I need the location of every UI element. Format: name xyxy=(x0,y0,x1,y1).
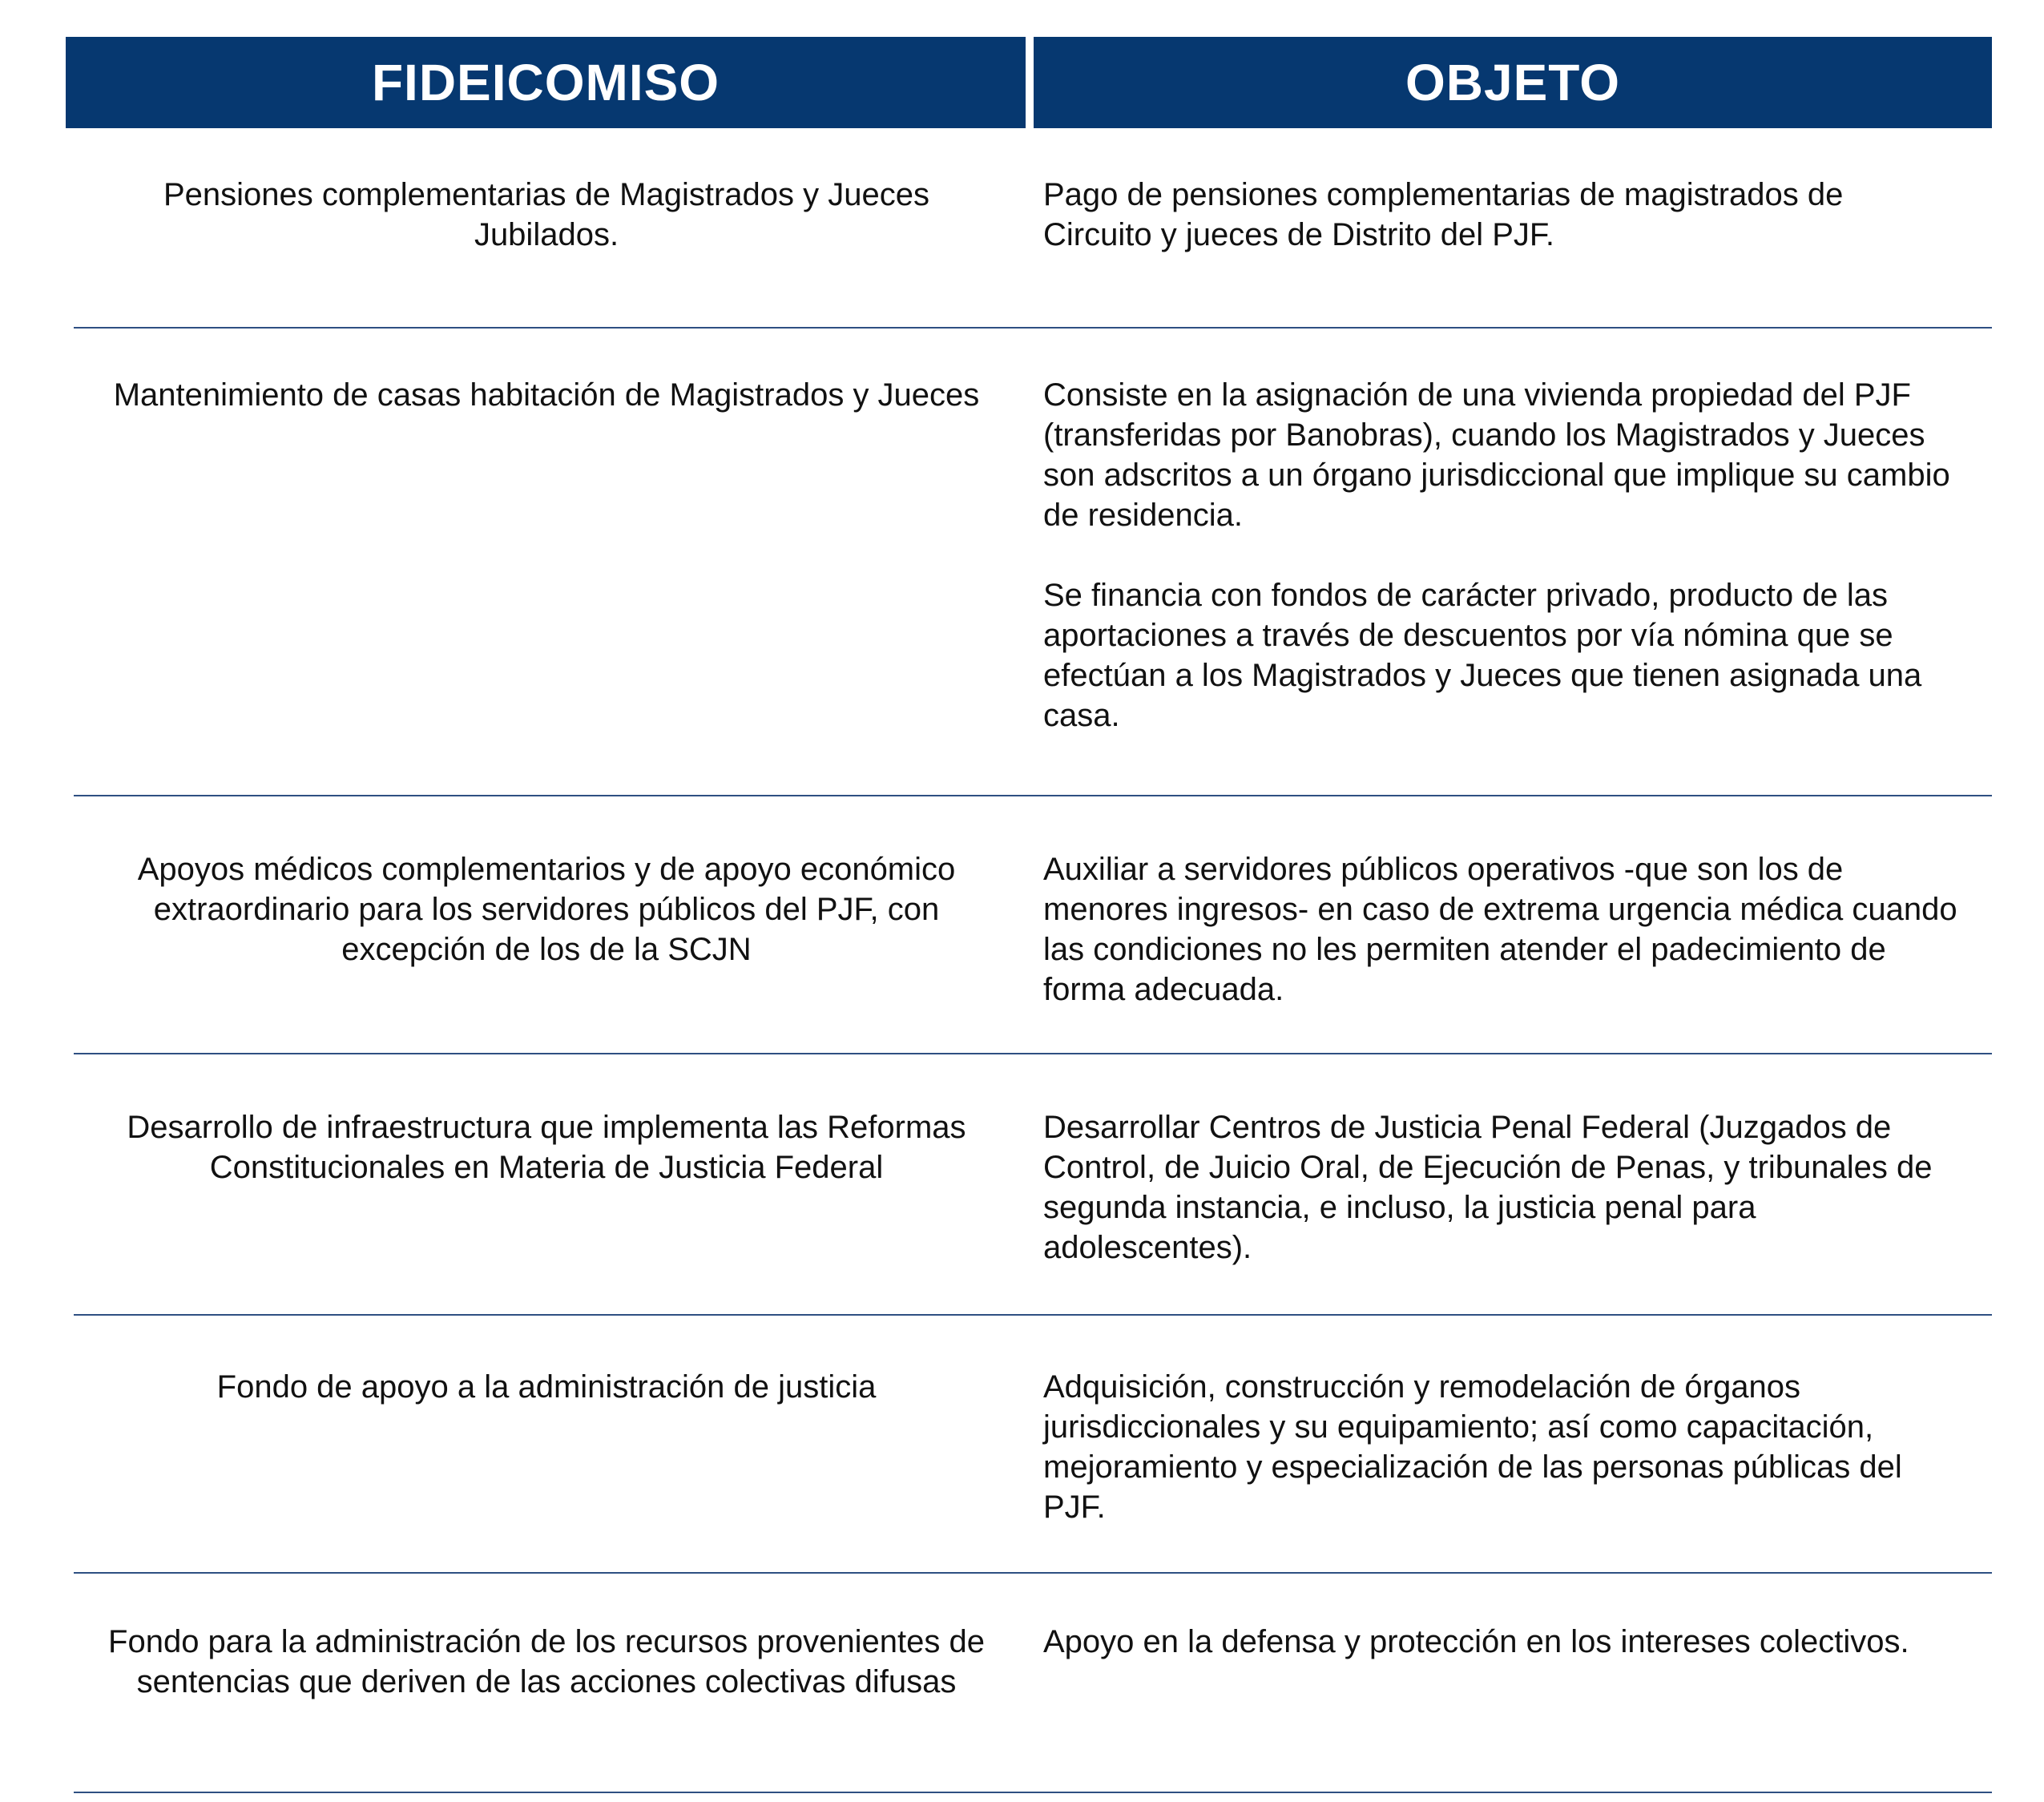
table-row xyxy=(74,796,1992,1054)
table-header xyxy=(66,37,1992,128)
objeto-cell xyxy=(1043,1367,1992,1572)
objeto-cell xyxy=(1043,849,1992,1053)
table-row xyxy=(74,1054,1992,1316)
table-row xyxy=(74,128,1992,329)
objeto-paragraph: Auxiliar a servidores públicos operativos -que son los de menores ingresos- en caso de extrema urgencia médica cuando las condiciones no les permiten atender el padecimiento de forma adecuada. xyxy=(1043,852,1957,1007)
objeto-cell xyxy=(1043,375,1992,795)
fideicomiso-cell: Mantenimiento de casas habitación de Magistrados y Jueces xyxy=(113,377,980,413)
table-row xyxy=(74,329,1992,796)
objeto-paragraph: Se financia con fondos de carácter privado, producto de las aportaciones a través de descuentos por vía nómina que se efectúan a los Magistrados y Jueces que tienen asignada una casa. xyxy=(1043,578,1922,733)
objeto-cell xyxy=(1043,175,1992,327)
fideicomisos-table xyxy=(66,37,1992,1793)
fideicomiso-cell: Pensiones complementarias de Magistrados y Jueces Jubilados. xyxy=(163,177,930,252)
fideicomiso-cell: Fondo para la administración de los recursos provenientes de sentencias que deriven de las acciones colectivas difusas xyxy=(108,1624,985,1699)
objeto-cell xyxy=(1043,1622,1992,1792)
fideicomiso-cell: Fondo de apoyo a la administración de justicia xyxy=(216,1369,877,1405)
table-row xyxy=(74,1316,1992,1574)
objeto-paragraph: Pago de pensiones complementarias de magistrados de Circuito y jueces de Distrito del PJF. xyxy=(1043,177,1844,252)
objeto-paragraph: Adquisición, construcción y remodelación de órganos jurisdiccionales y su equipamiento; así como capacitación, mejoramiento y especialización de las personas públicas del PJF. xyxy=(1043,1369,1902,1525)
fideicomiso-cell: Apoyos médicos complementarios y de apoyo económico extraordinario para los servidores públicos del PJF, con excepción de los de la SCJN xyxy=(137,852,956,967)
header-objeto: OBJETO xyxy=(1034,37,1992,128)
objeto-paragraph: Apoyo en la defensa y protección en los intereses colectivos. xyxy=(1043,1624,1909,1659)
fideicomiso-cell: Desarrollo de infraestructura que implementa las Reformas Constitucionales en Materia de Justicia Federal xyxy=(127,1110,966,1185)
table-row xyxy=(74,1574,1992,1793)
objeto-paragraph: Consiste en la asignación de una vivienda propiedad del PJF (transferidas por Banobras), cuando los Magistrados y Jueces son adscritos a un órgano jurisdiccional que implique su cambio de residencia. xyxy=(1043,377,1950,533)
header-fideicomiso: FIDEICOMISO xyxy=(66,37,1026,128)
objeto-cell xyxy=(1043,1107,1992,1314)
objeto-paragraph: Desarrollar Centros de Justicia Penal Federal (Juzgados de Control, de Juicio Oral, de Ejecución de Penas, y tribunales de segunda instancia, e incluso, la justicia penal para adolescentes). xyxy=(1043,1110,1933,1265)
